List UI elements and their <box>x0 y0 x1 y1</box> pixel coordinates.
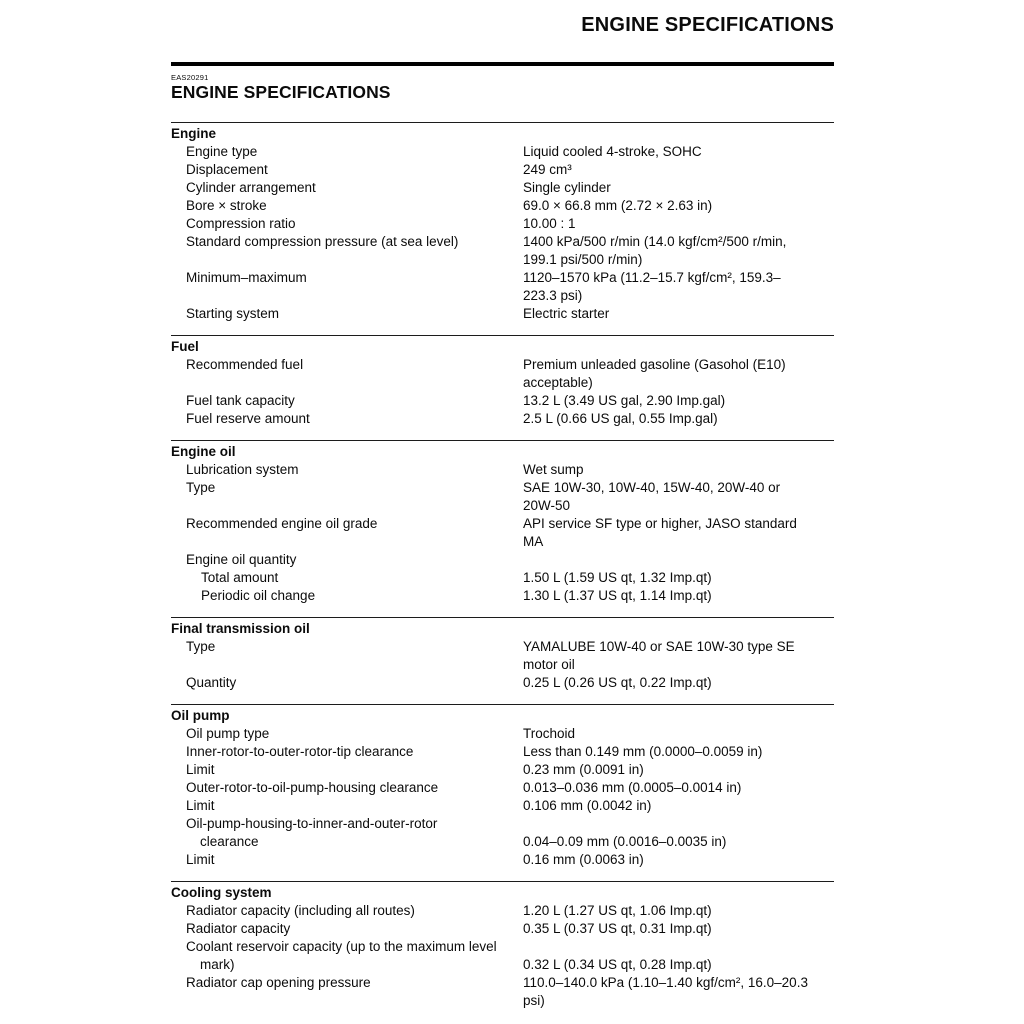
spec-label: Recommended fuel <box>186 356 304 372</box>
spec-label: Compression ratio <box>186 215 296 231</box>
spec-value: Single cylinder <box>523 179 611 195</box>
spec-row <box>171 461 834 479</box>
spec-row <box>171 179 834 197</box>
spec-value: Liquid cooled 4-stroke, SOHC <box>523 143 702 159</box>
spec-label: Cylinder arrangement <box>186 179 316 195</box>
spec-row <box>171 197 834 215</box>
spec-value: 110.0–140.0 kPa (1.10–1.40 kgf/cm², 16.0–20.3 psi) <box>523 974 808 1008</box>
spec-value: 249 cm³ <box>523 161 572 177</box>
spec-row <box>171 305 834 323</box>
spec-label: Bore × stroke <box>186 197 267 213</box>
spec-label: Lubrication system <box>186 461 299 477</box>
spec-label <box>171 815 523 851</box>
section-title: Cooling system <box>171 884 272 900</box>
spec-value: 1.20 L (1.27 US qt, 1.06 Imp.qt) <box>523 902 712 918</box>
spec-label-line2: mark) <box>200 956 235 972</box>
spec-label: Engine type <box>186 143 258 159</box>
spec-value: 10.00 : 1 <box>523 215 576 231</box>
spec-label: Limit <box>186 851 215 867</box>
spec-label: Oil pump type <box>186 725 270 741</box>
spec-row <box>171 143 834 161</box>
section-title: Engine oil <box>171 443 236 459</box>
spec-row <box>171 479 834 515</box>
spec-label: Radiator cap opening pressure <box>186 974 371 990</box>
section-engine <box>171 122 834 335</box>
spec-row <box>171 215 834 233</box>
spec-value: 1.50 L (1.59 US qt, 1.32 Imp.qt) <box>523 569 712 585</box>
page-title: ENGINE SPECIFICATIONS <box>171 81 391 102</box>
spec-row <box>171 779 834 797</box>
spec-label-line1: Coolant reservoir capacity (up to the maximum level <box>186 938 497 954</box>
spec-value: API service SF type or higher, JASO standard MA <box>523 515 797 549</box>
spec-label: Limit <box>186 761 215 777</box>
spec-value: YAMALUBE 10W-40 or SAE 10W-30 type SE motor oil <box>523 638 795 672</box>
spec-value: Premium unleaded gasoline (Gasohol (E10) acceptable) <box>523 356 786 390</box>
spec-value: 0.25 L (0.26 US qt, 0.22 Imp.qt) <box>523 674 712 690</box>
spec-row <box>171 743 834 761</box>
section-oil-pump <box>171 704 834 881</box>
doc-code: EAS20291 <box>171 72 209 82</box>
spec-row <box>171 974 834 1010</box>
spec-label: Periodic oil change <box>201 587 316 603</box>
spec-row <box>171 815 834 851</box>
spec-row <box>171 392 834 410</box>
spec-label: Outer-rotor-to-oil-pump-housing clearance <box>186 779 439 795</box>
spec-value: 1.30 L (1.37 US qt, 1.14 Imp.qt) <box>523 587 712 603</box>
spec-label: Fuel reserve amount <box>186 410 310 426</box>
spec-label-line2: clearance <box>200 833 259 849</box>
spec-row <box>171 938 834 974</box>
spec-row <box>171 356 834 392</box>
section-title: Final transmission oil <box>171 620 310 636</box>
spec-label: Quantity <box>186 674 237 690</box>
spec-label: Limit <box>186 797 215 813</box>
spec-row <box>171 761 834 779</box>
spec-row <box>171 674 834 692</box>
spec-row <box>171 515 834 551</box>
spec-row <box>171 587 834 605</box>
spec-row <box>171 233 834 269</box>
spec-row <box>171 638 834 674</box>
spec-label: Recommended engine oil grade <box>186 515 378 531</box>
spec-value: Wet sump <box>523 461 584 477</box>
spec-row <box>171 725 834 743</box>
spec-value: 0.013–0.036 mm (0.0005–0.0014 in) <box>523 779 742 795</box>
spec-row <box>171 569 834 587</box>
spec-row <box>171 797 834 815</box>
spec-label: Engine oil quantity <box>186 551 297 567</box>
header-divider <box>171 62 834 66</box>
spec-value: Trochoid <box>523 725 576 741</box>
section-cooling-system <box>171 881 834 1022</box>
section-final-transmission-oil <box>171 617 834 704</box>
section-fuel <box>171 335 834 440</box>
spec-label-line1: Oil-pump-housing-to-inner-and-outer-rotor <box>186 815 438 831</box>
spec-value: 69.0 × 66.8 mm (2.72 × 2.63 in) <box>523 197 713 213</box>
spec-value: Electric starter <box>523 305 610 321</box>
spec-value: Less than 0.149 mm (0.0000–0.0059 in) <box>523 743 763 759</box>
spec-sections <box>171 122 834 1022</box>
section-title: Oil pump <box>171 707 230 723</box>
spec-label: Total amount <box>201 569 279 585</box>
section-title: Engine <box>171 125 217 141</box>
spec-label <box>171 938 523 974</box>
spec-row <box>171 851 834 869</box>
spec-value: 0.04–0.09 mm (0.0016–0.0035 in) <box>523 833 727 849</box>
spec-value: 13.2 L (3.49 US gal, 2.90 Imp.gal) <box>523 392 726 408</box>
spec-label: Standard compression pressure (at sea level) <box>186 233 459 249</box>
spec-row <box>171 410 834 428</box>
spec-value: 1400 kPa/500 r/min (14.0 kgf/cm²/500 r/min, 199.1 psi/500 r/min) <box>523 233 787 267</box>
spec-label: Radiator capacity <box>186 920 291 936</box>
spec-label: Displacement <box>186 161 268 177</box>
spec-label: Starting system <box>186 305 280 321</box>
spec-value: 0.32 L (0.34 US qt, 0.28 Imp.qt) <box>523 956 712 972</box>
spec-row <box>171 269 834 305</box>
spec-value: 0.23 mm (0.0091 in) <box>523 761 644 777</box>
spec-value: SAE 10W-30, 10W-40, 15W-40, 20W-40 or 20W-50 <box>523 479 781 513</box>
section-engine-oil <box>171 440 834 617</box>
spec-value: 0.35 L (0.37 US qt, 0.31 Imp.qt) <box>523 920 712 936</box>
spec-row <box>171 902 834 920</box>
spec-label: Minimum–maximum <box>186 269 307 285</box>
spec-label: Type <box>186 638 216 654</box>
spec-label: Radiator capacity (including all routes) <box>186 902 415 918</box>
spec-value: 1120–1570 kPa (11.2–15.7 kgf/cm², 159.3– 223.3 psi) <box>523 269 781 303</box>
section-title: Fuel <box>171 338 199 354</box>
spec-value: 0.106 mm (0.0042 in) <box>523 797 652 813</box>
spec-row <box>171 161 834 179</box>
spec-label: Type <box>186 479 216 495</box>
spec-label: Fuel tank capacity <box>186 392 295 408</box>
spec-label: Inner-rotor-to-outer-rotor-tip clearance <box>186 743 414 759</box>
spec-row <box>171 920 834 938</box>
spec-value: 0.16 mm (0.0063 in) <box>523 851 644 867</box>
spec-row <box>171 551 834 569</box>
running-header: ENGINE SPECIFICATIONS <box>581 14 834 36</box>
spec-value: 2.5 L (0.66 US gal, 0.55 Imp.gal) <box>523 410 718 426</box>
